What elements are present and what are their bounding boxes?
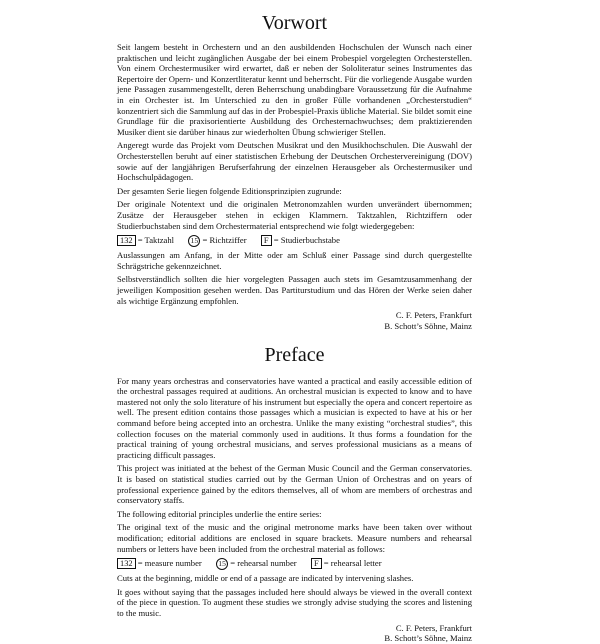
- vorwort-paragraph-3: Der gesamten Serie liegen folgende Editionsprinzipien zugrunde:: [117, 185, 342, 196]
- rehearsal-number-label: = rehearsal number: [230, 558, 297, 569]
- preface-paragraph-1: For many years orchestras and conservatories have wanted a practical and easily accessible edition of the orchestral passages required at auditions. An orchestral musician is expected to know and to have mastered not only the solo literature of his instrument but especially the opera and concert repertoire as well. The present edition contains those passages which a musician is expected to have at his or her command before being accepted into an orchestra. Unlike the many existing “orchestral studies”, this collection focuses on the material commonly used in auditions. It thus forms a foundation for the practical training of young orchestral musicians, and serves professional musicians as a means of practicing difficult passages.: [117, 375, 472, 460]
- publisher-schott: B. Schott’s Söhne, Mainz: [384, 633, 472, 644]
- vorwort-signature: [117, 310, 472, 332]
- vorwort-section: [117, 10, 472, 332]
- vorwort-paragraph-2: Angeregt wurde das Projekt vom Deutschen Musikrat und den Musikhochschulen. Die Auswahl der Orchesterstellen beruht auf einer statistischen Erhebung der Deutschen Orchestervereinigung (DOV) sowie auf der langjährigen Berufserfahrung der einzelnen Herausgeber als Orchestermusiker und Hochschulpädagogen.: [117, 140, 472, 183]
- preface-paragraph-2: This project was initiated at the behest of the German Music Council and the German conservatories. It is based on statistical studies carried out by the German Union of Orchestras and on years of professional experience gained by the editors themselves, all of whom are members of orchestras and conservatory staffs.: [117, 463, 472, 506]
- rehearsal-number-symbol: 15: [188, 235, 200, 247]
- rehearsal-letter-symbol: F: [261, 235, 272, 246]
- bar-number-symbol: 132: [117, 235, 136, 246]
- rehearsal-letter-label: = rehearsal letter: [323, 558, 382, 569]
- bar-number-label: = Taktzahl: [137, 235, 175, 246]
- vorwort-paragraph-1: Seit langem besteht in Orchestern und an den ausbildenden Hochschulen der Wunsch nach einer praktischen und leicht zugänglichen Ausgabe der bei einem Probespiel vorgelegten Orchesterstellen. Von einem Orchestermusiker wird erwartet, daß er neben der Sololiteratur seines Instrumentes das Repertoire der Opern- und Konzertliteratur kennt und beherrscht. Für die vorliegende Ausgabe wurden jene Passagen zusammengestellt, deren Beherrschung unabdingbare Voraussetzung für die Aufnahme in ein Orchester ist. Im Unterschied zu den in großer Fülle vorhandenen „Orchesterstudien“ konzentriert sich die Sammlung auf das in der Probespiel-Praxis übliche Material. Sie bildet somit eine Grundlage für die praxisorientierte Ausbildung des Orchesternachwuchses; dem praktizierenden Musiker dient sie darüber hinaus zur wiederholten Übung schwieriger Stellen.: [117, 42, 472, 137]
- vorwort-paragraph-6: Selbstverständlich sollten die hier vorgelegten Passagen auch stets im Gesamtzusammenhang der jeweiligen Komposition gesehen werden. Das Partiturstudium und das Hören der Werke seien daher als wichtige Ergänzung empfohlen.: [117, 274, 472, 306]
- preface-title: Preface: [264, 343, 325, 366]
- preface-legend: [117, 557, 472, 570]
- publisher-peters: C. F. Peters, Frankfurt: [395, 622, 472, 633]
- rehearsal-letter-label: = Studierbuchstabe: [273, 235, 340, 246]
- rehearsal-letter-symbol: F: [311, 558, 322, 569]
- preface-paragraph-6: It goes without saying that the passages included here should always be viewed in the overall context of the piece in question. To augment these studies we strongly advise studying the scores and listening to the music.: [117, 586, 472, 618]
- vorwort-paragraph-5: Auslassungen am Anfang, in der Mitte oder am Schluß einer Passage sind durch quergestellte Schrägstriche gekennzeichnet.: [117, 250, 472, 271]
- preface-paragraph-5: Cuts at the beginning, middle or end of a passage are indicated by intervening slashes.: [117, 573, 414, 584]
- rehearsal-number-symbol: 15: [216, 558, 228, 570]
- preface-paragraph-4: The original text of the music and the original metronome marks have been taken over without modification; editorial additions are enclosed in square brackets. Measure numbers and rehearsal numbers or letters have been included from the orchestral material as follows:: [117, 522, 472, 554]
- measure-number-label: = measure number: [137, 558, 202, 569]
- rehearsal-number-label: = Richtziffer: [202, 235, 247, 246]
- measure-number-symbol: 132: [117, 558, 136, 569]
- publisher-peters: C. F. Peters, Frankfurt: [395, 310, 472, 321]
- preface-section: [117, 342, 472, 644]
- vorwort-paragraph-4: Der originale Notentext und die originalen Metronomzahlen wurden unverändert übernommen; Zusätze der Herausgeber stehen in eckigen Klammern. Taktzahlen, Richtziffern oder Studierbuchstaben sind dem Orchestermaterial entsprechend wie folgt wiedergegeben:: [117, 199, 472, 231]
- publisher-schott: B. Schott’s Söhne, Mainz: [384, 320, 472, 331]
- vorwort-title: Vorwort: [261, 12, 328, 34]
- preface-signature: [117, 623, 472, 644]
- preface-paragraph-3: The following editorial principles underlie the entire series:: [117, 508, 322, 519]
- vorwort-legend: [117, 234, 472, 247]
